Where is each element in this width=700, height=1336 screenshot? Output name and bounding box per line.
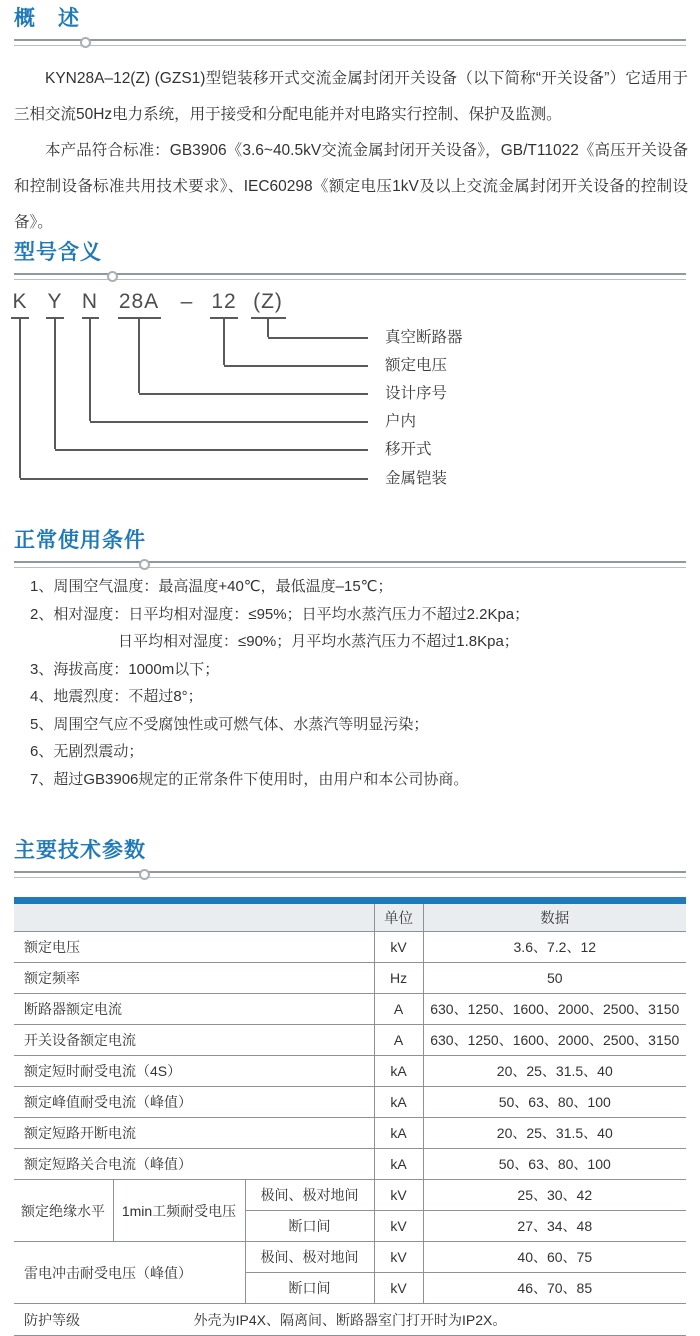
param-value-cell: 20、25、31.5、40 <box>423 1056 686 1087</box>
param-label-cell: 额定短路关合电流（峰值） <box>14 1149 374 1180</box>
condition-item: 日平均相对湿度：≤90%；月平均水蒸汽压力不超过1.8Kpa； <box>118 633 519 650</box>
model-code-part: – <box>180 290 194 313</box>
param-unit-cell: kV <box>374 1180 423 1211</box>
parameters-table <box>14 897 686 1336</box>
model-meaning-heading: 型号含义 <box>14 241 102 264</box>
heading-rule <box>14 871 686 878</box>
param-label-cell: 额定电压 <box>14 932 374 963</box>
parameters-heading: 主要技术参数 <box>14 839 146 862</box>
connector-vertical-line <box>19 319 21 478</box>
param-label-cell: 额定绝缘水平 <box>14 1180 113 1242</box>
table-row <box>14 1149 686 1180</box>
param-label-cell: 开关设备额定电流 <box>14 1025 374 1056</box>
model-part-label: 额定电压 <box>385 357 448 374</box>
data-header-cell: 数据 <box>423 901 686 932</box>
condition-item: 7、超过GB3906规定的正常条件下使用时，由用户和本公司协商。 <box>30 770 469 788</box>
param-value-cell: 40、60、75 <box>423 1242 686 1273</box>
parameters-section <box>0 838 700 1328</box>
param-value-cell: 25、30、42 <box>423 1180 686 1211</box>
connector-vertical-line <box>89 319 91 421</box>
model-part-label: 户内 <box>385 413 417 430</box>
table-body <box>14 932 686 1336</box>
param-unit-cell: kV <box>374 1211 423 1242</box>
table-row <box>14 932 686 963</box>
param-value-cell: 630、1250、1600、2000、2500、3150 <box>423 1025 686 1056</box>
connector-vertical-line <box>223 319 225 365</box>
param-value-cell: 3.6、7.2、12 <box>423 932 686 963</box>
param-unit-cell: kV <box>374 1242 423 1273</box>
param-value-cell: 20、25、31.5、40 <box>423 1118 686 1149</box>
protection-value: 外壳为IP4X、隔离间、断路器室门打开时为IP2X。 <box>193 1311 507 1328</box>
protection-label: 防护等级 <box>24 1311 80 1328</box>
param-scope-cell: 极间、极对地间 <box>245 1242 374 1273</box>
table-row <box>14 1304 686 1336</box>
heading-rule <box>14 39 686 46</box>
protection-row-cell <box>14 1304 686 1336</box>
rule-marker-icon <box>107 271 118 282</box>
condition-item: 4、地震烈度：不超过8°； <box>30 688 203 705</box>
conditions-heading: 正常使用条件 <box>14 529 146 552</box>
connector-horizontal-line <box>20 478 368 480</box>
table-row <box>14 1025 686 1056</box>
param-value-cell: 50 <box>423 963 686 994</box>
param-sublabel-cell: 1min工频耐受电压 <box>113 1180 245 1242</box>
model-code-part: N <box>81 290 99 313</box>
unit-header-cell: 单位 <box>374 901 423 932</box>
param-unit-cell: kV <box>374 1273 423 1304</box>
table-head <box>14 901 686 932</box>
param-unit-cell: A <box>374 1025 423 1056</box>
table-row <box>14 994 686 1025</box>
overview-heading: 概 述 <box>14 7 80 30</box>
param-unit-cell: Hz <box>374 963 423 994</box>
param-unit-cell: kA <box>374 1149 423 1180</box>
model-code-part: K <box>12 290 28 313</box>
param-scope-cell: 断口间 <box>245 1211 374 1242</box>
param-scope-cell: 断口间 <box>245 1273 374 1304</box>
table-row <box>14 1118 686 1149</box>
overview-paragraph: 本产品符合标准：GB3906《3.6~40.5kV交流金属封闭开关设备》，GB/T11022《高压开关设备和控制设备标准共用技术要求》、IEC60298《额定电压1kV及以上交流金属封闭开关设备的控制设备》。 <box>14 142 688 231</box>
model-code-part: 12 <box>211 290 237 313</box>
param-label-cell: 额定短路开断电流 <box>14 1118 374 1149</box>
connector-horizontal-line <box>55 449 368 451</box>
params-header-blank-cell <box>14 901 374 932</box>
heading-rule <box>14 561 686 568</box>
connector-vertical-line <box>138 319 140 393</box>
rule-marker-icon <box>139 869 150 880</box>
param-label-cell: 额定峰值耐受电流（峰值） <box>14 1087 374 1118</box>
overview-paragraphs <box>14 61 688 241</box>
table-row <box>14 1056 686 1087</box>
param-unit-cell: kA <box>374 1118 423 1149</box>
model-part-label: 金属铠装 <box>385 470 448 487</box>
model-code-part: 28A <box>118 290 160 313</box>
connector-vertical-line <box>267 319 269 337</box>
table-row <box>14 1087 686 1118</box>
table-row <box>14 963 686 994</box>
model-code-part: Y <box>47 290 63 313</box>
param-label-cell: 额定频率 <box>14 963 374 994</box>
conditions-section <box>0 528 700 788</box>
model-part-label: 移开式 <box>385 441 432 458</box>
param-unit-cell: kA <box>374 1087 423 1118</box>
table-header-row <box>14 901 686 932</box>
table-row <box>14 1242 686 1273</box>
condition-item: 2、相对湿度：日平均相对湿度：≤95%；日平均水蒸汽压力不超过2.2Kpa； <box>30 605 530 623</box>
param-value-cell: 50、63、80、100 <box>423 1087 686 1118</box>
param-label-cell: 额定短时耐受电流（4S） <box>14 1056 374 1087</box>
param-scope-cell: 极间、极对地间 <box>245 1180 374 1211</box>
param-value-cell: 630、1250、1600、2000、2500、3150 <box>423 994 686 1025</box>
param-unit-cell: kV <box>374 932 423 963</box>
connector-horizontal-line <box>268 337 368 339</box>
param-unit-cell: A <box>374 994 423 1025</box>
connector-horizontal-line <box>139 393 368 395</box>
condition-item: 5、周围空气应不受腐蚀性或可燃气体、水蒸汽等明显污染； <box>30 715 429 733</box>
model-part-label: 设计序号 <box>385 385 448 402</box>
param-unit-cell: kA <box>374 1056 423 1087</box>
param-value-cell: 50、63、80、100 <box>423 1149 686 1180</box>
connector-horizontal-line <box>90 421 368 423</box>
connector-horizontal-line <box>224 365 368 367</box>
table-row <box>14 1180 686 1211</box>
overview-section <box>0 6 700 231</box>
param-value-cell: 27、34、48 <box>423 1211 686 1242</box>
model-code-part: (Z) <box>253 290 283 313</box>
model-part-label: 真空断路器 <box>385 329 463 346</box>
rule-marker-icon <box>139 559 150 570</box>
rule-marker-icon <box>80 37 91 48</box>
param-label-cell: 雷电冲击耐受电压（峰值） <box>14 1242 245 1304</box>
param-value-cell: 46、70、85 <box>423 1273 686 1304</box>
condition-item: 3、海拔高度：1000m以下； <box>30 660 220 678</box>
model-code-diagram <box>0 290 700 495</box>
condition-item: 1、周围空气温度：最高温度+40℃，最低温度–15℃； <box>30 578 393 595</box>
conditions-list <box>30 573 690 793</box>
param-label-cell: 断路器额定电流 <box>14 994 374 1025</box>
model-meaning-section <box>0 240 700 487</box>
heading-rule <box>14 273 686 280</box>
condition-item: 6、无剧烈震动； <box>30 743 144 760</box>
connector-vertical-line <box>54 319 56 449</box>
overview-paragraph: KYN28A–12(Z) (GZS1)型铠装移开式交流金属封闭开关设备（以下简称“开关设备”）它适用于三相交流50Hz电力系统，用于接受和分配电能并对电路实行控制、保护及监测。 <box>14 70 688 123</box>
